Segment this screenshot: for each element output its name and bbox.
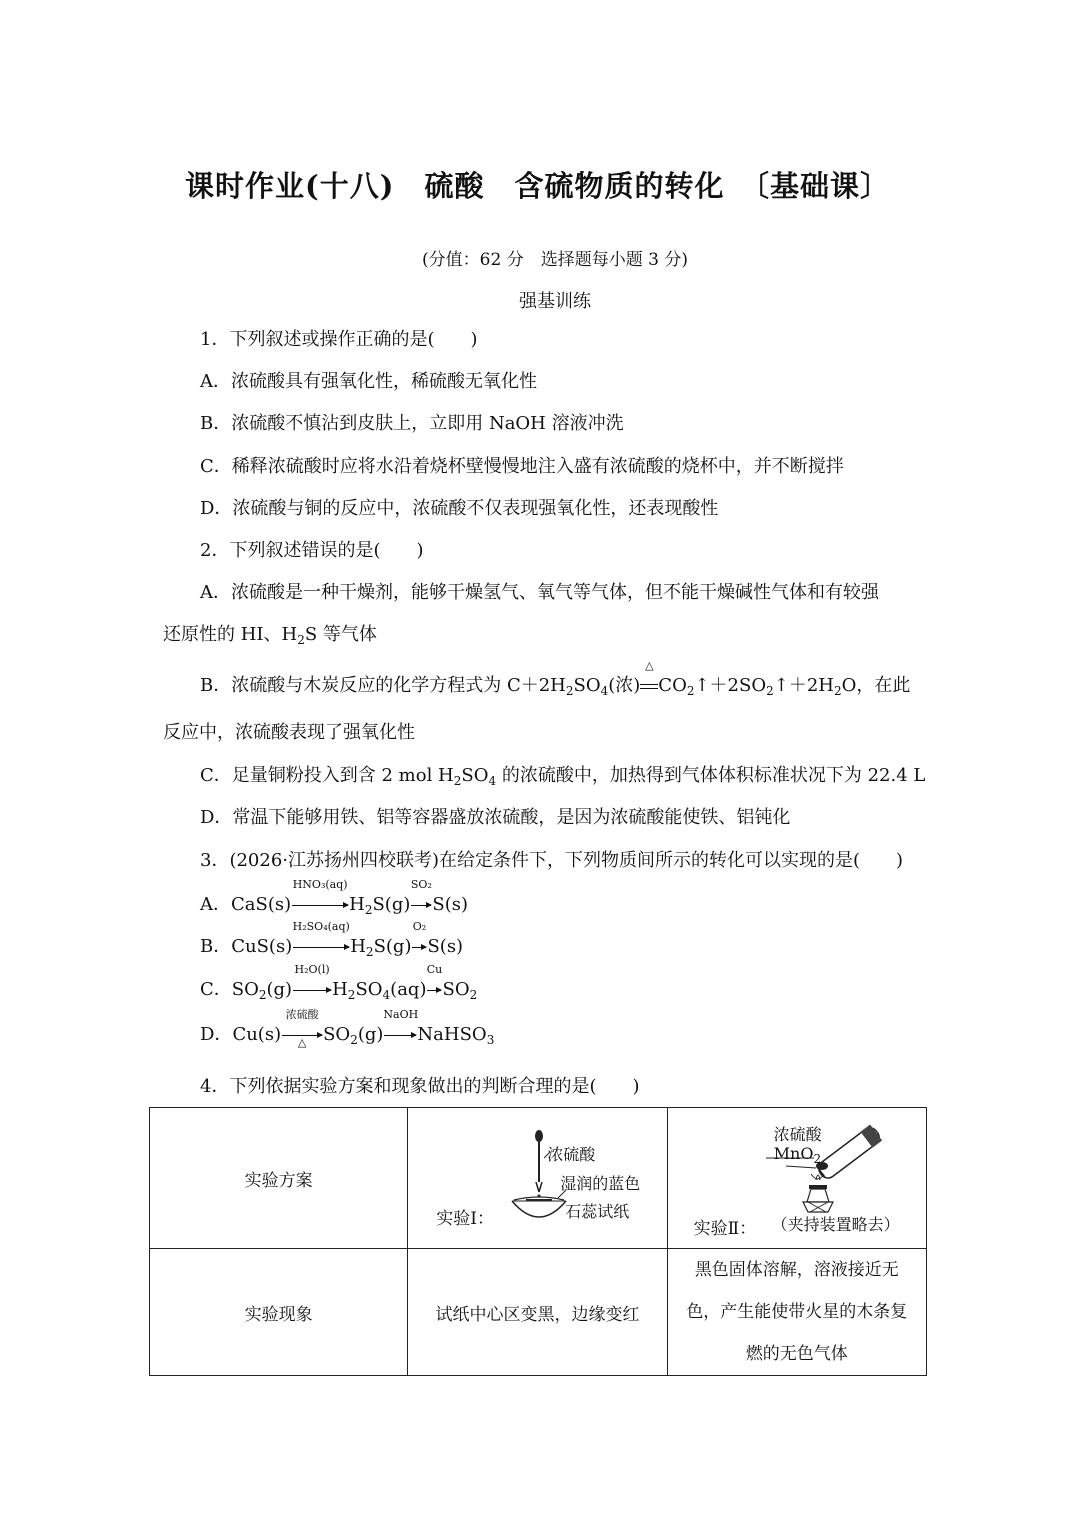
q3-option-d: D．Cu(s) 浓硫酸 △ $SO_2(g)$ NaOH NaHSO$_3$ [200,1008,495,1049]
experiment-2-label: 实验Ⅱ： [693,1219,757,1239]
table-row [150,1108,927,1249]
experiment-2-cell [667,1108,926,1249]
q3-stem: 3．(2026·江苏扬州四校联考)在给定条件下，下列物质间所示的转化可以实现的是( ) [200,850,904,871]
q2-option-b-line1: B．浓硫酸与木炭反应的化学方程式为 $C+2H_2SO_4$(浓) △ $CO_2↑+2SO_2↑+2H_2O$，在此 [200,659,911,698]
label-mno2: MnO$_2$ [773,1144,822,1166]
experiment-1-cell [408,1108,667,1249]
observation-1: 试纸中心区变黑，边缘变红 [408,1249,667,1376]
q2-option-b-line2: 反应中，浓硫酸表现了强氧化性 [163,722,415,743]
q3-option-c: C．$SO_2(g)$ H₂O(l) $H_2SO_4(aq)$ Cu $SO_2$ [200,963,478,1002]
heat-equals-sign: △ [640,674,658,698]
q2-option-d: D．常温下能够用铁、铝等容器盛放浓硫酸，是因为浓硫酸能使铁、铝钝化 [200,807,791,828]
label-conc-sulfuric-acid-2: 浓硫酸 [773,1125,822,1144]
label-wet-blue: 湿润的蓝色 [560,1174,641,1193]
q1-option-b: B．浓硫酸不慎沾到皮肤上，立即用 NaOH 溶液冲洗 [200,413,624,434]
q2-option-a-line2: 还原性的 HI、$H_2S$ 等气体 [163,624,377,647]
row-header-scheme: 实验方案 [150,1108,408,1249]
label-conc-sulfuric-acid: 浓硫酸 [547,1145,596,1164]
section-heading: 强基训练 [519,291,591,312]
page-title: 课时作业(十八) 硫酸 含硫物质的转化 〔基础课〕 [185,169,890,203]
q3-option-a: A．CaS(s) HNO₃(aq) $H_2S(g)$ SO₂ S(s) [200,878,468,917]
row-header-phenomenon: 实验现象 [150,1249,408,1376]
q1-stem: 1．下列叙述或操作正确的是( ) [200,329,478,350]
score-note: (分值：62 分 选择题每小题 3 分) [422,250,688,270]
q2-option-c: C．足量铜粉投入到含 2 mol $H_2SO_4$ 的浓硫酸中，加热得到气体体积标准状况下为 22.4 L [200,765,926,788]
q2-stem: 2．下列叙述错误的是( ) [200,540,424,561]
label-litmus-paper: 石蕊试纸 [565,1202,630,1221]
experiment-1-label: 实验Ⅰ： [436,1209,495,1229]
q1-option-a: A．浓硫酸具有强氧化性，稀硫酸无氧化性 [200,371,537,392]
table-row [150,1249,927,1376]
q1-option-d: D．浓硫酸与铜的反应中，浓硫酸不仅表现强氧化性，还表现酸性 [200,498,719,519]
clamp-omitted-note: （夹持装置略去） [771,1215,900,1234]
q1-option-c: C．稀释浓硫酸时应将水沿着烧杯壁慢慢地注入盛有浓硫酸的烧杯中，并不断搅拌 [200,456,844,477]
q3-option-b: B．CuS(s) H₂SO₄(aq) $H_2S(g)$ O₂ S(s) [200,920,464,959]
q2-option-a-line1: A．浓硫酸是一种干燥剂，能够干燥氢气、氧气等气体，但不能干燥碱性气体和有较强 [200,582,879,603]
q4-stem: 4．下列依据实验方案和现象做出的判断合理的是( ) [200,1076,640,1097]
experiment-table [149,1107,927,1376]
observation-2: 黑色固体溶解，溶液接近无 色，产生能使带火星的木条复 燃的无色气体 [667,1249,926,1376]
